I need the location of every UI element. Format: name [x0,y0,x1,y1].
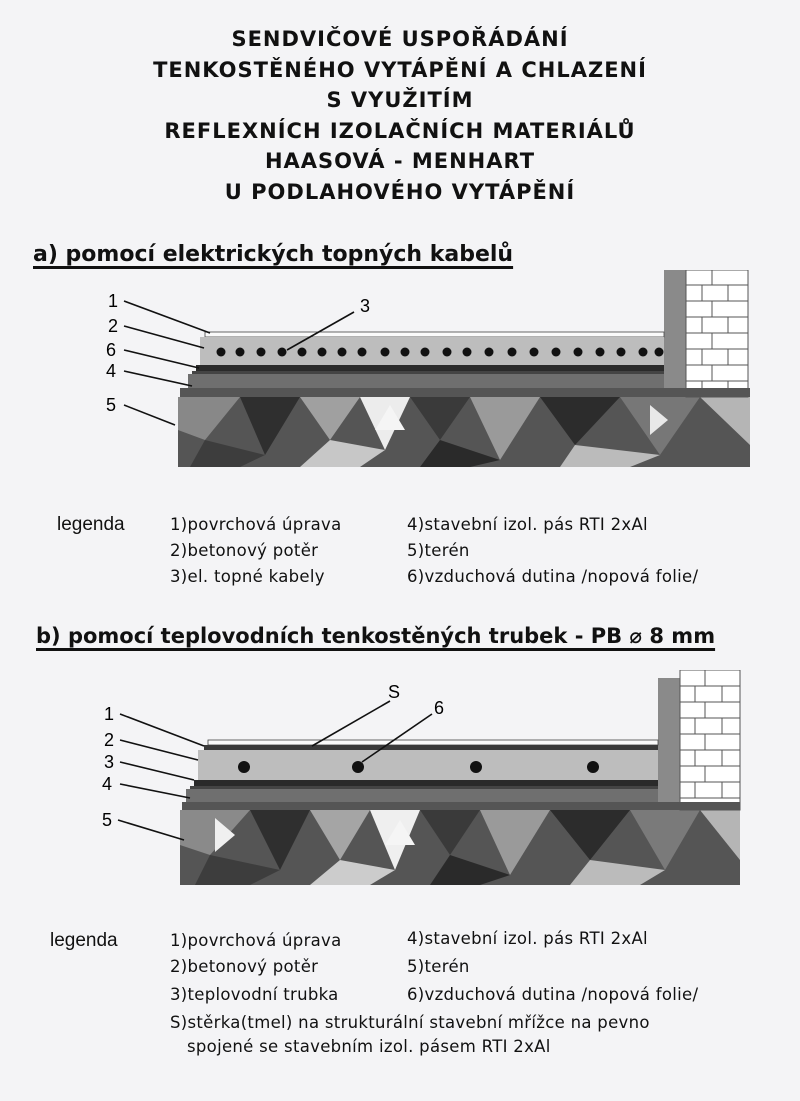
section-a-callout-3: 3 [360,296,371,316]
section-a-concrete-screed [200,337,664,365]
title-line-1: SENDVIČOVÉ USPOŘÁDÁNÍ [231,27,569,51]
section-a-callout-1: 1 [108,291,119,311]
section-a-legend-item-4: 4)stavební izol. pás RTI 2xAl [407,515,648,534]
section-b-wall [658,678,680,810]
section-a-callout-4: 4 [106,361,117,381]
title-line-4: REFLEXNÍCH IZOLAČNÍCH MATERIÁLŮ [164,118,636,143]
title-line-6: U PODLAHOVÉHO VYTÁPĚNÍ [224,179,576,204]
section-a-legend-item-5: 5)terén [407,541,470,560]
section-b-legend-item-1: 1)povrchová úprava [170,931,342,950]
section-a-wall [664,270,686,397]
section-a-insulation-strip [196,365,664,371]
title-line-5: HAASOVÁ - MENHART [264,149,536,173]
section-a-legend-item-2: 2)betonový potěr [170,541,319,560]
section-b-callout-4: 4 [102,774,113,794]
title-line-3: S VYUŽITÍM [326,88,474,112]
section-b-callout-1: 1 [104,704,115,724]
section-b-legend-label: legenda [50,930,118,951]
section-b-callout-6: 6 [434,698,445,718]
section-a-brick-wall [686,270,748,397]
section-b-legend-item-4: 4)stavební izol. pás RTI 2xAl [407,929,648,948]
section-a-legend-label: legenda [57,514,125,535]
section-b-callout-3: 3 [104,752,115,772]
section-b-screed-layer [204,745,658,750]
section-a-legend-item-1: 1)povrchová úprava [170,515,342,534]
section-b-callout-5: 5 [102,810,113,830]
section-b-callout-s: S [388,682,401,702]
section-b-callout-2: 2 [104,730,115,750]
section-a-callout-2: 2 [108,316,119,336]
section-b-legend-item-2: 2)betonový potěr [170,957,319,976]
section-b-heading: b) pomocí teplovodních tenkostěných trubek - PB ⌀ 8 mm [36,624,716,648]
section-b-legend-item-s: S)stěrka(tmel) na strukturální stavební mřížce na pevno [170,1013,650,1032]
section-b-legend-item-6: 6)vzduchová dutina /nopová folie/ [407,985,699,1004]
section-a-surface-finish [205,332,664,337]
section-a-legend [0,510,800,590]
section-a-callout-5: 5 [106,395,117,415]
section-a-callout-6: 6 [106,340,117,360]
section-b-legend-item-5: 5)terén [407,957,470,976]
section-a-legend-item-6: 6)vzduchová dutina /nopová folie/ [407,567,699,586]
section-b-brick-wall [680,670,740,810]
page-title [0,24,800,207]
section-b-legend [0,926,800,1066]
section-b-insulation-strip [194,780,658,786]
section-b-legend-item-3: 3)teplovodní trubka [170,985,339,1004]
section-b-diagram [0,670,800,890]
title-line-2: TENKOSTĚNÉHO VYTÁPĚNÍ A CHLAZENÍ [153,57,647,82]
section-b-legend-item-s-continued: spojené se stavebním izol. pásem RTI 2xAl [187,1037,551,1056]
section-b-surface-finish [208,740,658,745]
section-b-terrain [180,810,740,885]
section-a-terrain [178,397,750,467]
section-a-heading: a) pomocí elektrických topných kabelů [33,242,514,267]
section-a-legend-item-3: 3)el. topné kabely [170,567,325,586]
section-a-diagram [0,270,800,470]
